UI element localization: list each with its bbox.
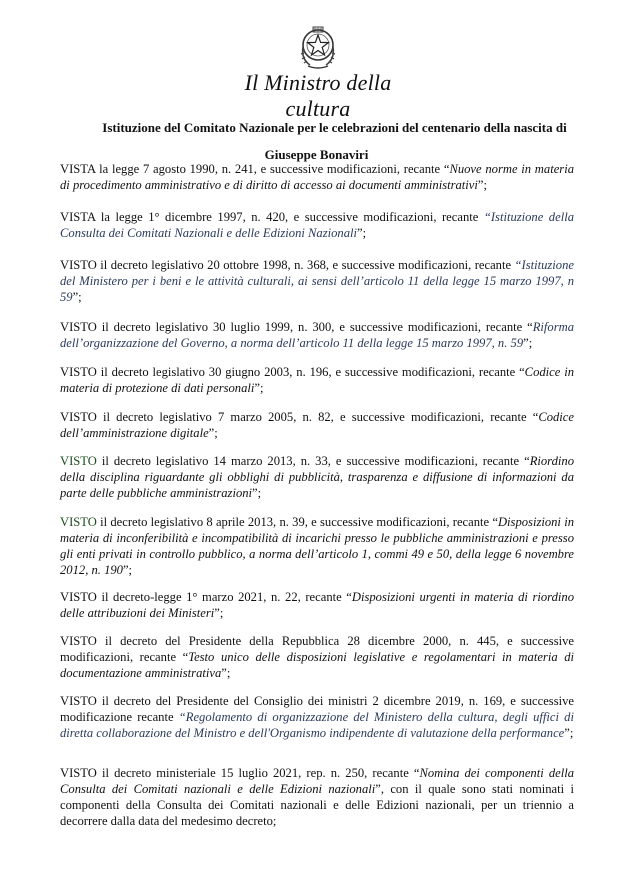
paragraph-10: VISTO il decreto del Presidente della Repubblica 28 dicembre 2000, n. 445, e successive modificazioni, recante “Testo unico delle disposizioni legislative e regolamentari in materia di documentazione amministrativa”; — [60, 634, 574, 680]
paragraph-3: VISTO il decreto legislativo 20 ottobre 1998, n. 368, e successive modificazioni, recante “Istituzione del Ministero per i beni e le attività culturali, ai sensi dell’articolo 11 della legge 15 marzo 1997, n 59”; — [60, 258, 574, 304]
document-title — [0, 114, 633, 168]
paragraph-11: VISTO il decreto del Presidente del Consiglio dei ministri 2 dicembre 2019, n. 169, e successive modificazione recante “Regolamento di organizzazione del Ministero della cultura, degli uffici di diretta collaborazione del Ministro e dell'Organismo indipendente di valutazione della performance”; — [60, 694, 574, 740]
title-line-2: Giuseppe Bonaviri — [264, 147, 369, 162]
paragraph-12: VISTO il decreto ministeriale 15 luglio 2021, rep. n. 250, recante “Nomina dei componenti della Consulta dei Comitati nazionali e delle Edizioni nazionali”, con il quale sono stati nominati i componenti della Consulta dei Comitati nazionali e delle Edizioni nazionali, per un triennio a decorrere dalla data del medesimo decreto; — [60, 766, 575, 828]
paragraph-4: VISTO il decreto legislativo 30 luglio 1999, n. 300, e successive modificazioni, recante “Riforma dell’organizzazione del Governo, a norma dell’articolo 11 della legge 15 marzo 1997, n. 59”; — [60, 320, 574, 350]
paragraph-6: VISTO il decreto legislativo 7 marzo 2005, n. 82, e successive modificazioni, recante “Codice dell’amministrazione digitale”; — [60, 410, 574, 440]
ministry-header: Il Ministro della cultura — [244, 70, 392, 121]
paragraph-9: VISTO il decreto-legge 1° marzo 2021, n. 22, recante “Disposizioni urgenti in materia di riordino delle attribuzioni dei Ministeri”; — [60, 590, 574, 620]
republic-emblem-icon — [296, 23, 340, 71]
paragraph-7: VISTO il decreto legislativo 14 marzo 2013, n. 33, e successive modificazioni, recante “Riordino della disciplina riguardante gli obblighi di pubblicità, trasparenza e diffusione di informazioni da parte delle pubbliche amministrazioni”; — [60, 454, 574, 500]
paragraph-5: VISTO il decreto legislativo 30 giugno 2003, n. 196, e successive modificazioni, recante “Codice in materia di protezione di dati personali”; — [60, 365, 574, 395]
paragraph-8: VISTO il decreto legislativo 8 aprile 2013, n. 39, e successive modificazioni, recante “Disposizioni in materia di inconferibilità e incompatibilità di incarichi presso le pubbliche amministrazioni e presso gli enti privati in controllo pubblico, a norma dell’articolo 1, commi 49 e 50, della legge 6 novembre 2012, n. 190”; — [60, 515, 574, 577]
title-line-1: Istituzione del Comitato Nazionale per le celebrazioni del centenario della nascita di — [102, 120, 567, 135]
paragraph-2: VISTA la legge 1° dicembre 1997, n. 420, e successive modificazioni, recante “Istituzione della Consulta dei Comitati Nazionali e delle Edizioni Nazionali”; — [60, 210, 574, 240]
paragraph-1: VISTA la legge 7 agosto 1990, n. 241, e successive modificazioni, recante “Nuove norme in materia di procedimento amministrativo e di diritto di accesso ai documenti amministrativi”; — [60, 162, 574, 192]
